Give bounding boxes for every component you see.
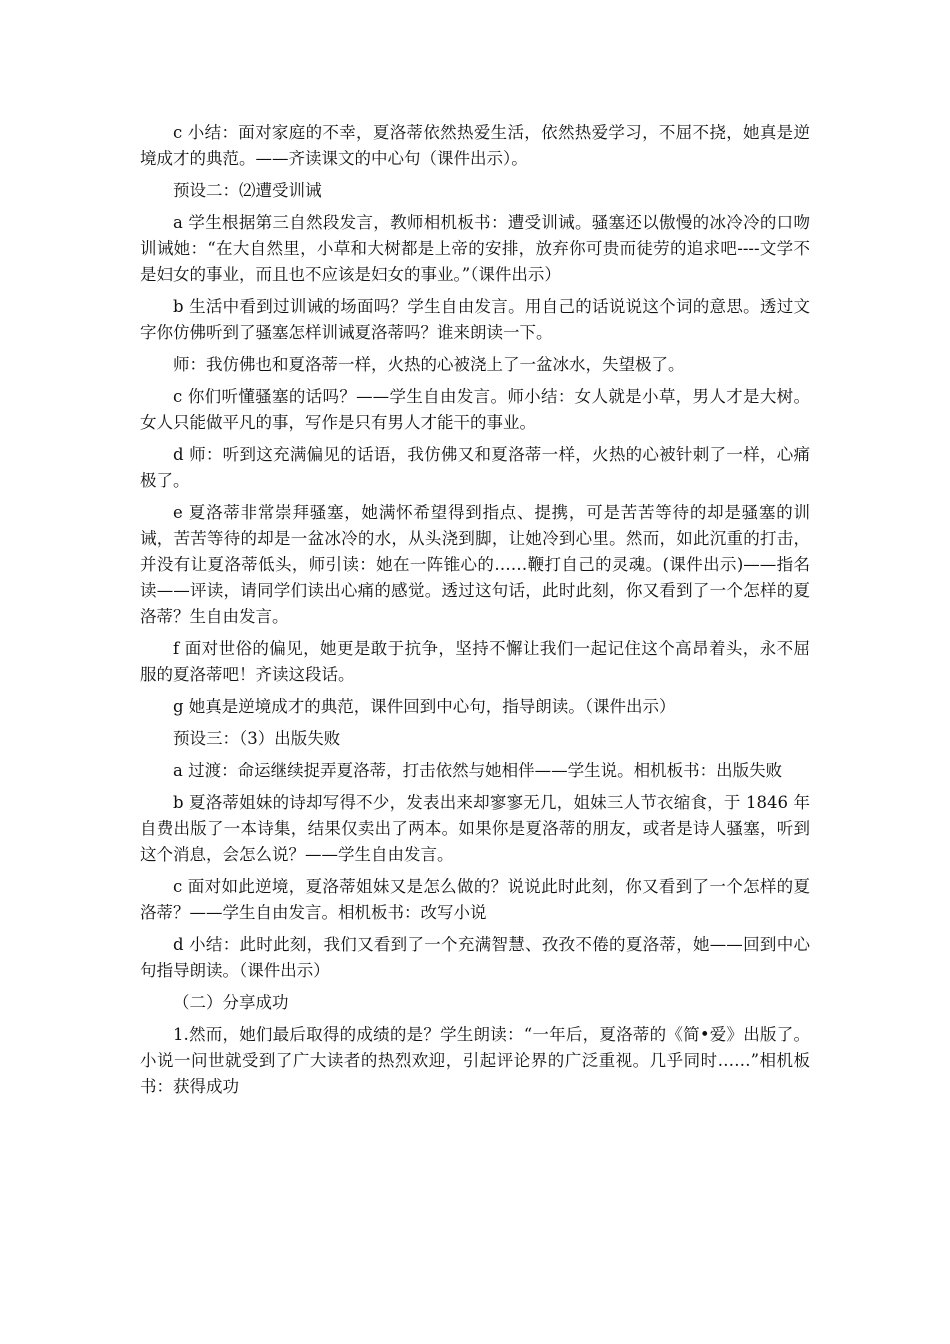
paragraph-success-1: 1.然而，她们最后取得的成绩的是？学生朗读：“一年后，夏洛蒂的《简•爱》出版了。小说一问世就受到了广大读者的热烈欢迎，引起评论界的广泛重视。几乎同时……”相机板书：获得成功 [140, 1025, 810, 1096]
paragraph-g-reprimand: g 她真是逆境成才的典范，课件回到中心句，指导朗读。（课件出示） [173, 697, 676, 716]
document-body [140, 120, 810, 1106]
heading-share-success: （二）分享成功 [173, 993, 289, 1012]
paragraph-f-reprimand: f 面对世俗的偏见，她更是敢于抗争，坚持不懈让我们一起记住这个高昂着头，永不屈服的夏洛蒂吧！齐读这段话。 [140, 639, 810, 684]
paragraph-a-publishing: a 过渡：命运继续捉弄夏洛蒂，打击依然与她相伴——学生说。相机板书：出版失败 [173, 761, 783, 780]
paragraph-d-publishing: d 小结：此时此刻，我们又看到了一个充满智慧、孜孜不倦的夏洛蒂，她——回到中心句指导朗读。（课件出示） [140, 935, 810, 980]
paragraph-a-reprimand: a 学生根据第三自然段发言，教师相机板书：遭受训诫。骚塞还以傲慢的冰冷冷的口吻训诫她：“在大自然里，小草和大树都是上帝的安排，放弃你可贵而徒劳的追求吧----文学不是妇女的事业，而且也不应该是妇女的事业。”（课件出示） [140, 213, 810, 284]
heading-preset-two: 预设二：⑵遭受训诫 [173, 181, 322, 200]
paragraph-c-publishing: c 面对如此逆境，夏洛蒂姐妹又是怎么做的？说说此时此刻，你又看到了一个怎样的夏洛蒂？——学生自由发言。相机板书：改写小说 [140, 877, 810, 922]
paragraph-b-publishing: b 夏洛蒂姐妹的诗却写得不少，发表出来却寥寥无几，姐妹三人节衣缩食，于 1846 年自费出版了一本诗集，结果仅卖出了两本。如果你是夏洛蒂的朋友，或者是诗人骚塞，听到这个消息，会怎么说？——学生自由发言。 [140, 793, 810, 864]
paragraph-b-reprimand: b 生活中看到过训诫的场面吗？学生自由发言。用自己的话说说这个词的意思。透过文字你仿佛听到了骚塞怎样训诫夏洛蒂吗？谁来朗读一下。 [140, 297, 810, 342]
paragraph-c-reprimand: c 你们听懂骚塞的话吗？——学生自由发言。师小结：女人就是小草，男人才是大树。女人只能做平凡的事，写作是只有男人才能干的事业。 [140, 387, 810, 432]
paragraph-summary-c: c 小结：面对家庭的不幸，夏洛蒂依然热爱生活，依然热爱学习，不屈不挠，她真是逆境成才的典范。——齐读课文的中心句（课件出示）。 [140, 123, 810, 168]
paragraph-d-reprimand: d 师：听到这充满偏见的话语，我仿佛又和夏洛蒂一样，火热的心被针刺了一样，心痛极了。 [140, 445, 810, 490]
paragraph-teacher-remark: 师：我仿佛也和夏洛蒂一样，火热的心被浇上了一盆冰水，失望极了。 [173, 355, 685, 374]
heading-preset-three: 预设三：（3）出版失败 [173, 729, 341, 748]
paragraph-e-reprimand: e 夏洛蒂非常崇拜骚塞，她满怀希望得到指点、提携，可是苦苦等待的却是骚塞的训诫，苦苦等待的却是一盆冰冷的水，从头浇到脚，让她冷到心里。然而，如此沉重的打击，并没有让夏洛蒂低头，师引读：她在一阵锥心的……鞭打自己的灵魂。(课件出示)——指名读——评读，请同学们读出心痛的感觉。透过这句话，此时此刻，你又看到了一个怎样的夏洛蒂？生自由发言。 [140, 503, 810, 626]
